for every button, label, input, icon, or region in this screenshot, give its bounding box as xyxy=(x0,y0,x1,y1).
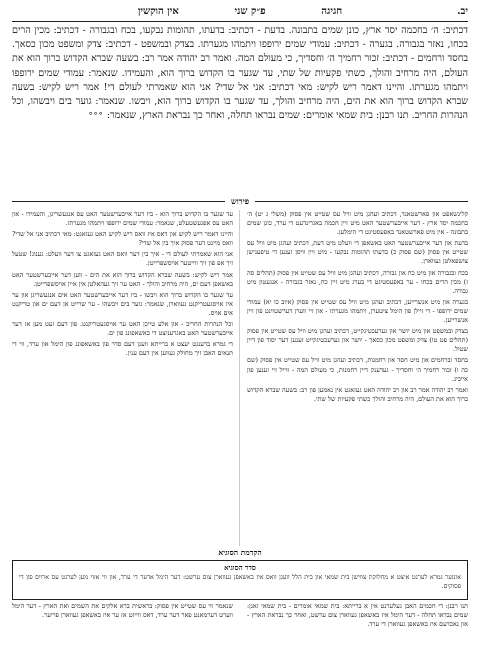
intro-box xyxy=(12,560,468,600)
commentary-paragraph: בצדק ובמשפט און מיט יושר און גערעכטיגקייט, דכתיב ועהגן מיט וויל עס שטייט אין פסוק (תהלים פט טו) צדק ומשפט מכון כסאך - יושר און גערעכטיגקייט זענען דער יסוד פון דיין שטול. xyxy=(247,327,468,354)
page-header xyxy=(12,6,468,20)
commentary-paragraph: אני הוא שאמרתי לעולם די - איך בין דער וואס האט געזאגט צו דער וועלט: גענוג! שטעל זיך אפ פון זיך ווייטער אויסשפרייטן. xyxy=(12,250,233,268)
commentary-paragraph: קלינשאפט און פארשטאנד, דכתיב ועהגן מיט וויל עס שטייט אין פסוק (משלי ג יט) ה׳ בחכמה יסד ארץ - דער אייבערשטער האט מיט זיין חכמה באגרינדעט די ערד, כונן שמים בתבונה - אין מיט פארשטאנד באפעסטיגט די הימלען. xyxy=(247,210,468,237)
bottom-column-left: שנאמר ווי עס שטייט אין פסוק: בראשית ברא אלקים את השמים ואת הארץ - דער הימל ווערט דערמאנט פאר דער ערד, דאס ווייזט אז ער איז באשאפן געווארן פריער. xyxy=(12,602,233,620)
commentary-paragraph: בכח ובגבורה און מיט כח און גבורה, דכתיב ועהגן מיט וויל עס שטייט אין פסוק (תהלים סה ז) מכין הרים בכחו - ער באפעסטיגט די בערג מיט זיין כח, נאזר בגבורה - אנגעטון מיט גבורה. xyxy=(247,268,468,295)
commentary-paragraph: וכל הנהרות החריב - און אלע טייכן האט ער אויסגעטריקנט. פון דעם זעט מען אז דער אייבערשטער האט באגרעניצט די באשאפונג פון ים. xyxy=(12,320,233,338)
chapter-name: חגיגה xyxy=(321,6,343,17)
commentary-paragraph: בדעת און דער אייבערשטער האט באשאפן די וועלט מיט דעת, דכתיב ועהגן מיט וויל עס שטייט אין פסוק (שם פסוק כ) בדעתו תהומות נבקעו - מיט זיין וויסן זענען די טיפענישן צושפאלטן געווארן. xyxy=(247,239,468,266)
page-title xyxy=(12,6,468,17)
main-gemara-text xyxy=(12,24,468,196)
column-divider xyxy=(239,210,240,546)
commentary-paragraph: אמר ריש לקיש: בשעה שברא הקדוש ברוך הוא את הים - ווען דער אייבערשטער האט באשאפן דעם ים, היה מרחיב והולך - האט ער זיך געהאלטן אין איין אויסשפרייטן. xyxy=(12,270,233,288)
commentary-paragraph: עד שגער בו הקדוש ברוך הוא ויבשו - ביז דער אייבערשטער האט אים אנגעשריגן און ער איז אויסגעטריקנט געווארן, שנאמר: גוער בים ויבשהו - ער שרייט אן דעם ים און טריקנט אים אויס. xyxy=(12,290,233,317)
commentary-paragraph: ואמר רב יהודה אמר רב און רב יהודה האט געזאגט אין נאמען פון רב: בשעה שברא הקדוש ברוך הוא את העולם, היה מרחיב והולך כשתי פקעיות של שתי. xyxy=(247,385,468,403)
commentary-paragraph: בגערה און מיט אנשרייען, דכתיב ועהגן מיט וויל עס שטייט אין פסוק (איוב כו יא) עמודי שמים ירופפו - די זיילן פון הימל ציטערן, ויתמהו מגערתו - און זיי ווערן דערשטוינט פון זיין אנשרייען. xyxy=(247,297,468,325)
commentary-label: פירוש xyxy=(225,196,255,206)
page-number: יב. xyxy=(457,6,468,17)
commentary-column-left xyxy=(12,210,233,546)
main-text-body: דכתיב: ה׳ בחכמה יסד ארץ, כונן שמים בתבונה. בדעת - דכתיב: בדעתו, תהומות נבקעו, בכח ובגבורה - דכתיב: מכין הרים בכחו, נאזר בגבורה. בגערה - דכתיב: עמודי שמים ירופפו ויתמהו מגערתו. בצדק ובמשפט - דכתיב: צדק ומשפט מכון כסאך. בחסד ורחמים - דכתיב: זכור רחמיך ה׳ וחסדיך, כי מעולם המה. ואמר רב יהודה אמר רב: בשעה שברא הקדוש ברוך הוא את העולם, היה מרחיב והולך, כשתי פקעיות של שתי, עד שגער בו הקדוש ברוך הוא, והעמידו. שנאמר: עמודי שמים ירופפו ויתמהו מגערתו. והיינו דאמר ריש לקיש: מאי דכתיב: אני אל שדי? אני הוא שאמרתי לעולם די! אמר ריש לקיש: בשעה שברא הקדוש ברוך הוא את הים, היה מרחיב והולך, עד שגער בו הקדוש ברוך הוא, ויבשו. שנאמר: גוער בים ויבשהו, וכל הנהרות החריב. תנו רבנן: בית שמאי אומרים: שמים נבראו תחלה, ואחר כך נבראת הארץ, שנאמר: xyxy=(12,25,468,122)
header-rule xyxy=(12,21,468,22)
commentary-column-right xyxy=(247,210,468,546)
intro-heading: הקדמת הסוגיא xyxy=(218,548,262,557)
commentary-paragraph: בחסד וברחמים און מיט חסד און רחמנות, דכתיב ועהגן מיט וויל עס שטייט אין פסוק (שם כה ו) זכור רחמיך ה׳ וחסדיך - געדענק דיין רחמנות, כי מעולם המה - ווייל זיי זענען פון אייביג. xyxy=(247,356,468,383)
tractate-title: אין הוקשין xyxy=(137,6,179,17)
bottom-column-right: תנו רבנן: די חכמים האבן געלערנט אין א ברייתא: בית שמאי אומרים - בית שמאי זאגן: שמים נבראו תחלה - דער הימל איז באשאפן געווארן צום ערשט, ואחר כך נבראת הארץ - און נאכדעם איז באשאפן געווארן די ערד. xyxy=(247,602,468,629)
commentary-divider xyxy=(12,196,468,206)
intro-box-text: אונזער גמרא לערנט איצט א מחלוקת צווישן בית שמאי און בית הלל וועגן וואס איז באשאפן געווארן צום ערשט: דער הימל אדער די ערד, און ווי אזוי מען לערנט עס ארויס פון די פסוקים. xyxy=(19,574,461,590)
commentary-paragraph: די גמרא ברענגט יעצט א ברייתא וועגן דעם סדר פון באשאפונג פון הימל און ערד, ווי די תנאים האבן זיך מחולק געווען אין דעם ענין. xyxy=(12,340,233,358)
commentary-paragraph: והיינו דאמר ריש לקיש און דאס איז וואס ריש לקיש האט געזאגט: מאי דכתיב אני אל שדי? וואס מיינט דער פסוק איך בין אל שדי? xyxy=(12,230,233,248)
intro-box-title: סדר הסוגיא xyxy=(224,563,256,572)
commentary-columns xyxy=(12,210,468,546)
section-name: פ״ק שני xyxy=(234,6,266,17)
main-text-end-mark: °°° xyxy=(88,111,104,121)
bottom-commentary xyxy=(12,602,468,660)
commentary-paragraph: עד שגער בו הקדוש ברוך הוא - ביז דער אייבערשטער האט עס אנגעשריגן, והעמידו - און האט עס אפגעשטעלט, שנאמר: עמודי שמים ירופפו ויתמהו מגערתו. xyxy=(12,210,233,228)
